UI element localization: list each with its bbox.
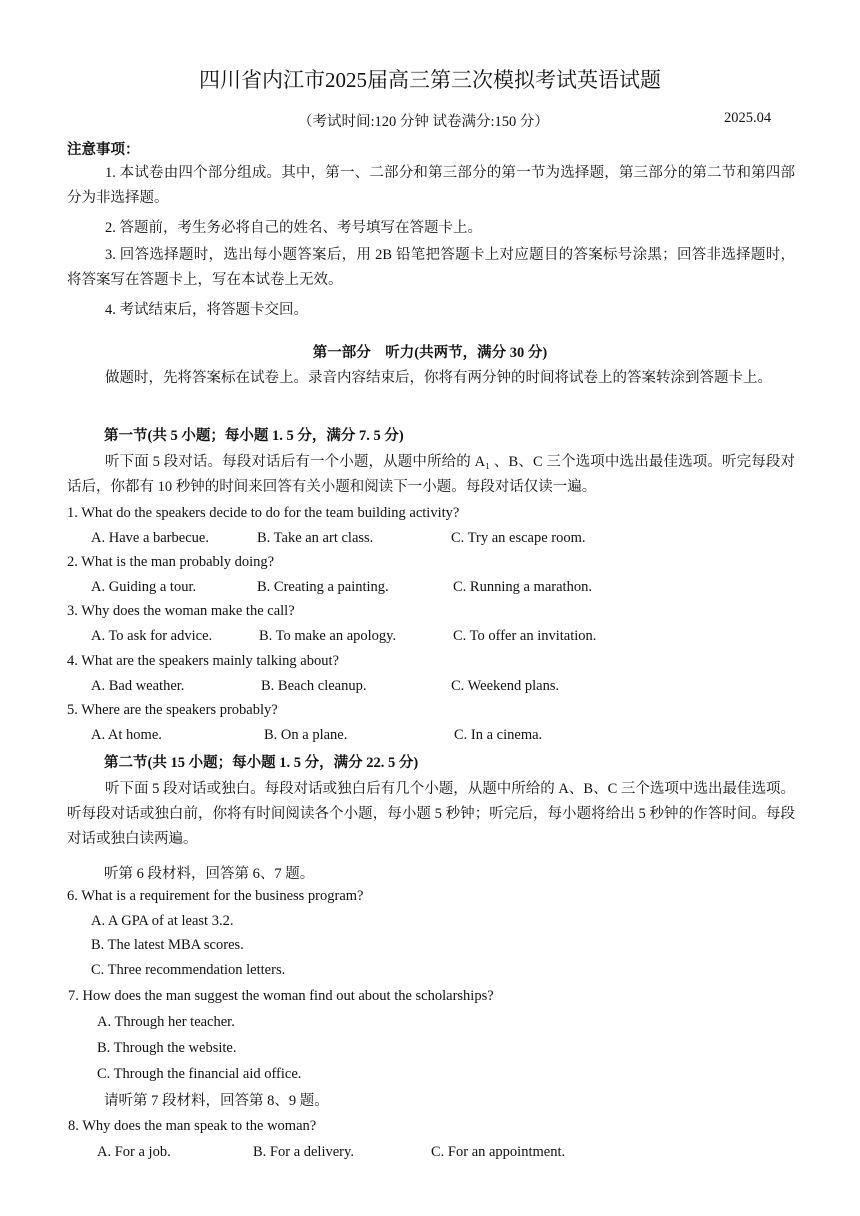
- section1-instruction: 听下面 5 段对话。每段对话后有一个小题，从题中所给的 A₁ 、B、C 三个选项中选出最佳选项。听完每段对话后，你都有 10 秒钟的时间来回答有关小题和阅读下一小题。每段对话仅读一遍。: [67, 454, 795, 495]
- q2-option-c: C. Running a marathon.: [453, 579, 592, 595]
- q3-option-a: A. To ask for advice.: [91, 628, 213, 644]
- q6-option-b: B. The latest MBA scores.: [91, 937, 244, 953]
- q2-option-b: B. Creating a painting.: [257, 579, 389, 595]
- q8-option-b: B. For a delivery.: [253, 1144, 354, 1160]
- exam-date: 2025.04: [724, 110, 772, 126]
- notice-item-2: 2. 答题前，考生务必将自己的姓名、考号填写在答题卡上。: [105, 220, 482, 236]
- notice-heading: 注意事项：: [67, 142, 140, 158]
- question-7: 7. How does the man suggest the woman find out about the scholarships?: [68, 988, 494, 1004]
- notice-item-4: 4. 考试结束后，将答题卡交回。: [105, 302, 308, 318]
- page-title: 四川省内江市2025届高三第三次模拟考试英语试题: [199, 68, 661, 92]
- question-1: 1. What do the speakers decide to do for the team building activity?: [67, 505, 460, 521]
- part1-heading: 第一部分 听力(共两节，满分 30 分): [312, 345, 548, 361]
- q8-option-c: C. For an appointment.: [431, 1144, 566, 1160]
- q2-option-a: A. Guiding a tour.: [91, 579, 197, 595]
- material-6-note: 听第 6 段材料，回答第 6、7 题。: [104, 866, 315, 882]
- q3-option-b: B. To make an apology.: [259, 628, 397, 644]
- question-5: 5. Where are the speakers probably?: [67, 702, 278, 718]
- question-4: 4. What are the speakers mainly talking about?: [67, 653, 339, 669]
- q7-option-a: A. Through her teacher.: [97, 1014, 235, 1030]
- q8-option-a: A. For a job.: [97, 1144, 171, 1160]
- q7-option-c: C. Through the financial aid office.: [97, 1066, 302, 1082]
- q4-option-c: C. Weekend plans.: [451, 678, 560, 694]
- question-6: 6. What is a requirement for the business program?: [67, 888, 364, 904]
- q6-option-c: C. Three recommendation letters.: [91, 962, 286, 978]
- q3-option-c: C. To offer an invitation.: [453, 628, 597, 644]
- q1-option-b: B. Take an art class.: [257, 530, 374, 546]
- exam-info: （考试时间:120 分钟 试卷满分:150 分）: [298, 114, 549, 130]
- question-3: 3. Why does the woman make the call?: [67, 603, 295, 619]
- q5-option-b: B. On a plane.: [264, 727, 348, 743]
- notice-item-3: 3. 回答选择题时，选出每小题答案后，用 2B 铅笔把答题卡上对应题目的答案标号涂黑；回答非选择题时，将答案写在答题卡上，写在本试卷上无效。: [67, 247, 795, 288]
- q4-option-b: B. Beach cleanup.: [261, 678, 367, 694]
- notice-item-1: 1. 本试卷由四个部分组成。其中，第一、二部分和第三部分的第一节为选择题，第三部分的第二节和第四部分为非选择题。: [67, 165, 795, 206]
- question-8: 8. Why does the man speak to the woman?: [68, 1118, 317, 1134]
- part1-instruction: 做题时，先将答案标在试卷上。录音内容结束后，你将有两分钟的时间将试卷上的答案转涂到答题卡上。: [105, 370, 772, 386]
- q4-option-a: A. Bad weather.: [91, 678, 185, 694]
- q1-option-c: C. Try an escape room.: [451, 530, 586, 546]
- q6-option-a: A. A GPA of at least 3.2.: [91, 913, 234, 929]
- q5-option-a: A. At home.: [91, 727, 162, 743]
- section2-heading: 第二节(共 15 小题；每小题 1. 5 分，满分 22. 5 分): [104, 755, 419, 771]
- material-7-note: 请听第 7 段材料，回答第 8、9 题。: [104, 1093, 329, 1109]
- q7-option-b: B. Through the website.: [97, 1040, 237, 1056]
- section1-heading: 第一节(共 5 小题；每小题 1. 5 分，满分 7. 5 分): [104, 428, 404, 444]
- q1-option-a: A. Have a barbecue.: [91, 530, 209, 546]
- question-2: 2. What is the man probably doing?: [67, 554, 275, 570]
- q5-option-c: C. In a cinema.: [454, 727, 543, 743]
- section2-instruction: 听下面 5 段对话或独白。每段对话或独白后有几个小题，从题中所给的 A、B、C 三个选项中选出最佳选项。听每段对话或独白前，你将有时间阅读各个小题，每小题 5 秒钟；听完后，每小题将给出 5 秒钟的作答时间。每段对话或独白读两遍。: [67, 781, 795, 847]
